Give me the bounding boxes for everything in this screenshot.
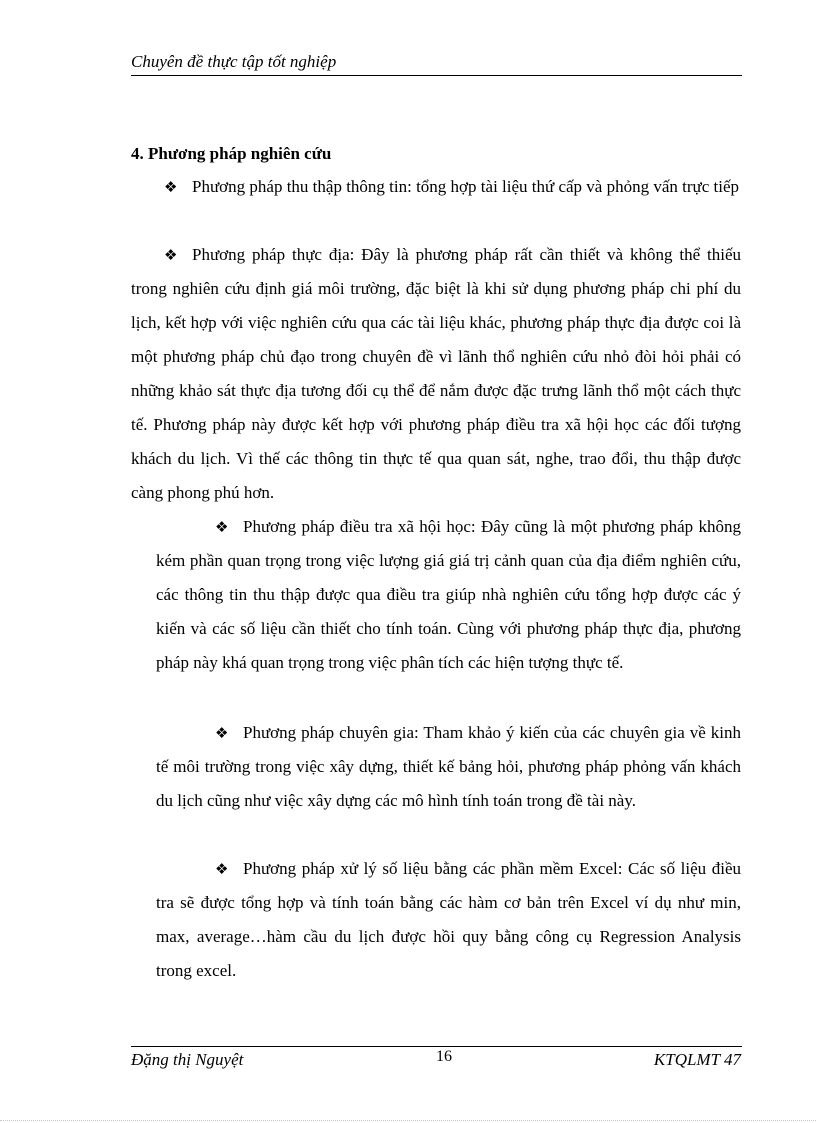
- footer-class-code: KTQLMT 47: [653, 1050, 741, 1069]
- page-number: 16: [436, 1048, 452, 1065]
- paragraph-excel-processing: [156, 852, 741, 988]
- diamond-bullet-icon: ❖: [164, 246, 178, 264]
- paragraph-field-survey: [131, 238, 741, 510]
- paragraph-text: Phương pháp thu thập thông tin: tổng hợp tài liệu thứ cấp và phỏng vấn trực tiếp: [192, 177, 740, 196]
- header-title: Chuyên đề thực tập tốt nghiệp: [131, 52, 337, 71]
- header-divider: [131, 75, 742, 76]
- footer-author: Đặng thị Nguyệt: [131, 1050, 244, 1069]
- page-bottom-edge: [0, 1120, 816, 1121]
- paragraph-text: Phương pháp chuyên gia: Tham khảo ý kiến của các chuyên gia về kinh tế môi trường trong việc xây dựng, thiết kế bảng hỏi, phương pháp phỏng vấn khách du lịch cũng như việc xây dựng các mô hình tính toán trong đề tài này.: [156, 723, 741, 810]
- paragraph-sociological-survey: [156, 510, 741, 680]
- paragraph-data-collection: [131, 170, 741, 204]
- paragraph-text: Phương pháp thực địa: Đây là phương pháp rất cần thiết và không thể thiếu trong nghiên cứu định giá môi trường, đặc biệt là khi sử dụng phương pháp chi phí du lịch, kết hợp với việc nghiên cứu qua các tài liệu khác, phương pháp thực địa được coi là một phương pháp chủ đạo trong chuyên đề vì lãnh thổ nghiên cứu nhỏ đòi hỏi phải có những khảo sát thực địa tương đối cụ thể để nắm được đặc trưng lãnh thổ một cách thực tế. Phương pháp này được kết hợp với phương pháp điều tra xã hội học các đối tượng khách du lịch. Vì thế các thông tin thực tế qua quan sát, nghe, trao đổi, thu thập được càng phong phú hơn.: [131, 245, 741, 502]
- paragraph-expert-method: [156, 716, 741, 818]
- diamond-bullet-icon: ❖: [215, 518, 229, 536]
- paragraph-text: Phương pháp điều tra xã hội học: Đây cũng là một phương pháp không kém phần quan trọng trong việc lượng giá giá trị cảnh quan của địa điểm nghiên cứu, các thông tin thu thập được qua điều tra giúp nhà nghiên cứu tổng hợp được các ý kiến và các số liệu cần thiết cho tính toán. Cùng với phương pháp thực địa, phương pháp này khá quan trọng trong việc phân tích các hiện tượng thực tế.: [156, 517, 741, 672]
- diamond-bullet-icon: ❖: [215, 724, 229, 742]
- footer-divider: [131, 1046, 742, 1047]
- paragraph-text: Phương pháp xử lý số liệu bằng các phần mềm Excel: Các số liệu điều tra sẽ được tổng hợp và tính toán bằng các hàm cơ bản trên Excel ví dụ như min, max, average…hàm cầu du lịch được hồi quy bằng công cụ Regression Analysis trong excel.: [156, 859, 741, 980]
- section-title: 4. Phương pháp nghiên cứu: [131, 144, 332, 163]
- diamond-bullet-icon: ❖: [164, 178, 178, 196]
- diamond-bullet-icon: ❖: [215, 860, 229, 878]
